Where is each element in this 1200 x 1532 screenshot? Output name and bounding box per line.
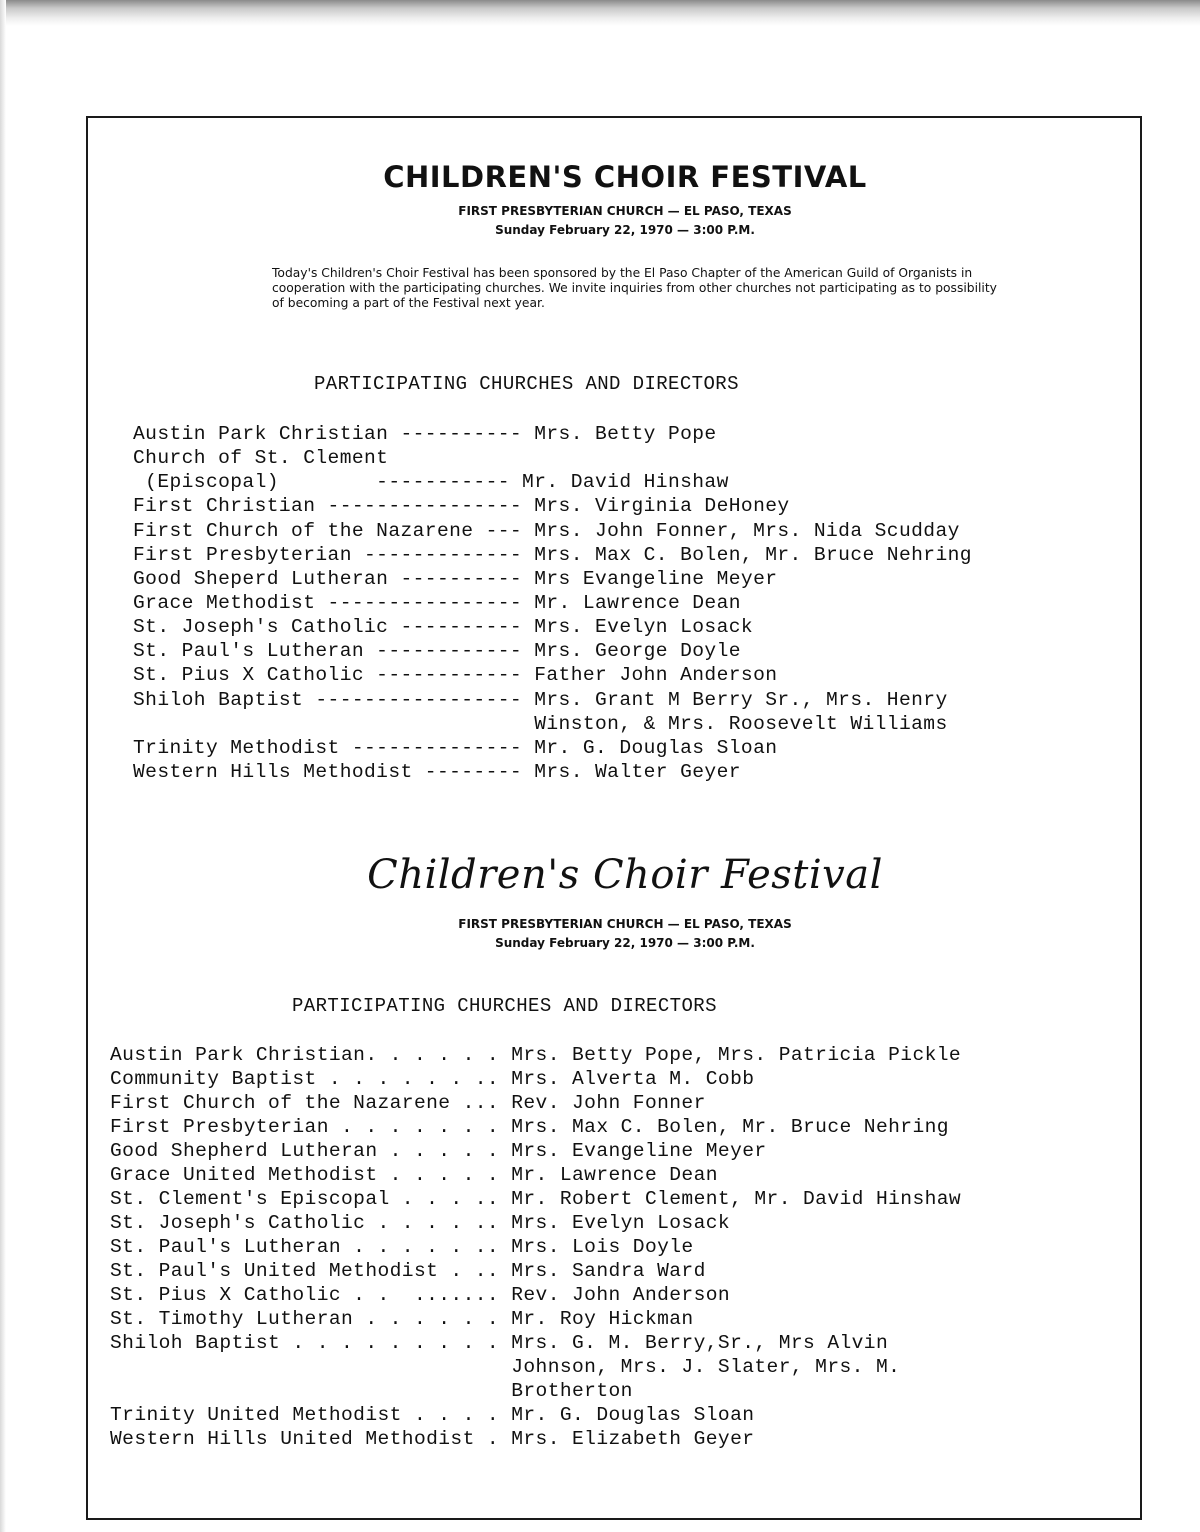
list-line: Grace United Methodist . . . . . Mr. Lawrence Dean [110,1164,718,1186]
list-line: St. Joseph's Catholic ---------- Mrs. Evelyn Losack [133,616,754,638]
list-line: (Episcopal) ----------- Mr. David Hinshaw [133,471,729,493]
list-line: Winston, & Mrs. Roosevelt Williams [133,713,948,735]
list-line: Western Hills Methodist -------- Mrs. Walter Geyer [133,761,741,783]
list-line: Good Shepherd Lutheran . . . . . Mrs. Evangeline Meyer [110,1140,767,1162]
list-line: St. Clement's Episcopal . . . .. Mr. Robert Clement, Mr. David Hinshaw [110,1188,962,1210]
list-line: St. Paul's United Methodist . .. Mrs. Sandra Ward [110,1260,706,1282]
list-line: Community Baptist . . . . . . .. Mrs. Alverta M. Cobb [110,1068,755,1090]
list-line: St. Timothy Lutheran . . . . . . Mr. Roy Hickman [110,1308,694,1330]
list-line: Johnson, Mrs. J. Slater, Mrs. M. [110,1356,901,1378]
list-line: Western Hills United Methodist . Mrs. Elizabeth Geyer [110,1428,755,1450]
list-line: Trinity Methodist -------------- Mr. G. Douglas Sloan [133,737,778,759]
list-line: First Presbyterian ------------- Mrs. Max C. Bolen, Mr. Bruce Nehring [133,544,972,566]
list-heading: PARTICIPATING CHURCHES AND DIRECTORS [292,995,717,1017]
list-line: First Presbyterian . . . . . . . Mrs. Max C. Bolen, Mr. Bruce Nehring [110,1116,949,1138]
list-line: Shiloh Baptist . . . . . . . . . Mrs. G. M. Berry,Sr., Mrs Alvin [110,1332,889,1354]
list-line: First Church of the Nazarene --- Mrs. John Fonner, Mrs. Nida Scudday [133,520,960,542]
list-line: St. Pius X Catholic ------------ Father John Anderson [133,664,778,686]
list-line: Good Sheperd Lutheran ---------- Mrs Evangeline Meyer [133,568,778,590]
list-line: St. Joseph's Catholic . . . . .. Mrs. Evelyn Losack [110,1212,731,1234]
intro-paragraph: Today's Children's Choir Festival has been sponsored by the El Paso Chapter of the American Guild of Organists in cooperation with the participating churches. We invite inquiries from other churches not participating as to possibility of becoming a part of the Festival next year. [272,266,997,310]
list-line: Shiloh Baptist ----------------- Mrs. Grant M Berry Sr., Mrs. Henry [133,689,948,711]
list-line: First Church of the Nazarene ... Rev. John Fonner [110,1092,706,1114]
list-line: Austin Park Christian ---------- Mrs. Betty Pope [133,423,717,445]
page-title: CHILDREN'S CHOIR FESTIVAL [383,160,867,194]
list-line: Trinity United Methodist . . . . Mr. G. Douglas Sloan [110,1404,755,1426]
list-heading: PARTICIPATING CHURCHES AND DIRECTORS [314,373,739,395]
list-line: St. Paul's Lutheran . . . . . .. Mrs. Lois Doyle [110,1236,694,1258]
list-line: Brotherton [110,1380,633,1402]
list-line: St. Pius X Catholic . . ....... Rev. John Anderson [110,1284,731,1306]
venue-line: FIRST PRESBYTERIAN CHURCH — EL PASO, TEXAS [458,204,792,218]
date-line: Sunday February 22, 1970 — 3:00 P.M. [495,936,755,950]
scan-shadow [0,0,1200,26]
list-line: St. Paul's Lutheran ------------ Mrs. George Doyle [133,640,741,662]
list-line: Austin Park Christian. . . . . . Mrs. Betty Pope, Mrs. Patricia Pickle [110,1044,962,1066]
list-line: Grace Methodist ---------------- Mr. Lawrence Dean [133,592,741,614]
list-line: First Christian ---------------- Mrs. Virginia DeHoney [133,495,790,517]
date-line: Sunday February 22, 1970 — 3:00 P.M. [495,223,755,237]
script-title: Children's Choir Festival [367,852,883,898]
list-line: Church of St. Clement [133,447,389,469]
venue-line: FIRST PRESBYTERIAN CHURCH — EL PASO, TEXAS [458,917,792,931]
